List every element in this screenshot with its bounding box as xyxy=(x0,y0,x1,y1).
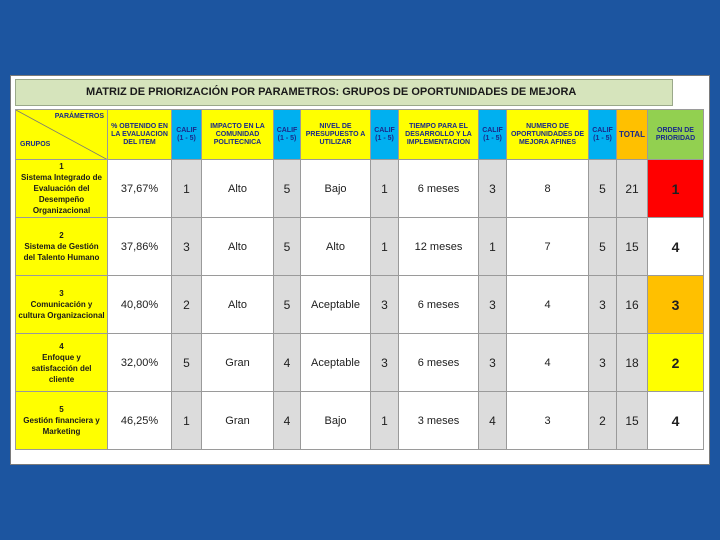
calif-cell: 3 xyxy=(589,276,617,334)
tiempo-cell: 6 meses xyxy=(399,160,479,218)
pct-header: % OBTENIDO EN LA EVALUACION DEL ITEM xyxy=(108,110,172,160)
group-cell: 1 Sistema Integrado de Evaluación del Desempeño Organizacional xyxy=(16,160,108,218)
tiempo-cell: 6 meses xyxy=(399,276,479,334)
matrix-title: MATRIZ DE PRIORIZACIÓN POR PARAMETROS: GRUPOS DE OPORTUNIDADES DE MEJORA xyxy=(15,79,673,106)
tiempo-cell: 12 meses xyxy=(399,218,479,276)
impacto-cell: Alto xyxy=(202,160,274,218)
presupuesto-header: NIVEL DE PRESUPUESTO A UTILIZAR xyxy=(301,110,371,160)
total-header: TOTAL xyxy=(617,110,648,160)
calif-header-2: CALIF (1 - 5) xyxy=(274,110,301,160)
priority-matrix-slide xyxy=(10,75,710,465)
calif-cell: 5 xyxy=(172,334,202,392)
calif-cell: 3 xyxy=(371,276,399,334)
table-row xyxy=(16,392,704,450)
impacto-cell: Alto xyxy=(202,276,274,334)
presupuesto-cell: Bajo xyxy=(301,160,371,218)
pct-cell: 40,80% xyxy=(108,276,172,334)
calif-cell: 3 xyxy=(589,334,617,392)
impacto-header: IMPACTO EN LA COMUNIDAD POLITECNICA xyxy=(202,110,274,160)
presupuesto-cell: Alto xyxy=(301,218,371,276)
orden-cell: 4 xyxy=(648,392,704,450)
calif-cell: 1 xyxy=(172,160,202,218)
calif-header-1: CALIF (1 - 5) xyxy=(172,110,202,160)
total-cell: 18 xyxy=(617,334,648,392)
oportunidades-cell: 3 xyxy=(507,392,589,450)
pct-cell: 32,00% xyxy=(108,334,172,392)
pct-cell: 46,25% xyxy=(108,392,172,450)
orden-header: ORDEN DE PRIORIDAD xyxy=(648,110,704,160)
calif-header-5: CALIF (1 - 5) xyxy=(589,110,617,160)
header-row xyxy=(16,110,704,160)
total-cell: 15 xyxy=(617,392,648,450)
impacto-cell: Gran xyxy=(202,334,274,392)
orden-cell: 2 xyxy=(648,334,704,392)
calif-cell: 1 xyxy=(371,392,399,450)
oportunidades-cell: 7 xyxy=(507,218,589,276)
table-row xyxy=(16,160,704,218)
oportunidades-header: NUMERO DE OPORTUNIDADES DE MEJORA AFINES xyxy=(507,110,589,160)
tiempo-cell: 3 meses xyxy=(399,392,479,450)
calif-cell: 5 xyxy=(274,218,301,276)
table-row xyxy=(16,334,704,392)
calif-cell: 2 xyxy=(172,276,202,334)
impacto-cell: Gran xyxy=(202,392,274,450)
presupuesto-cell: Bajo xyxy=(301,392,371,450)
group-cell: 2 Sistema de Gestión del Talento Humano xyxy=(16,218,108,276)
calif-cell: 5 xyxy=(589,218,617,276)
calif-cell: 3 xyxy=(172,218,202,276)
orden-cell: 3 xyxy=(648,276,704,334)
group-cell: 5 Gestión financiera y Marketing xyxy=(16,392,108,450)
grupos-label: GRUPOS xyxy=(20,141,51,148)
calif-header-4: CALIF (1 - 5) xyxy=(479,110,507,160)
tiempo-header: TIEMPO PARA EL DESARROLLO Y LA IMPLEMENTACION xyxy=(399,110,479,160)
total-cell: 15 xyxy=(617,218,648,276)
table-row xyxy=(16,276,704,334)
tiempo-cell: 6 meses xyxy=(399,334,479,392)
total-cell: 21 xyxy=(617,160,648,218)
calif-cell: 3 xyxy=(371,334,399,392)
presupuesto-cell: Aceptable xyxy=(301,276,371,334)
parametros-label: PARÁMETROS xyxy=(54,113,104,120)
calif-cell: 2 xyxy=(589,392,617,450)
calif-cell: 1 xyxy=(172,392,202,450)
calif-cell: 4 xyxy=(274,334,301,392)
calif-cell: 3 xyxy=(479,276,507,334)
oportunidades-cell: 4 xyxy=(507,276,589,334)
oportunidades-cell: 8 xyxy=(507,160,589,218)
total-cell: 16 xyxy=(617,276,648,334)
pct-cell: 37,67% xyxy=(108,160,172,218)
group-cell: 3 Comunicación y cultura Organizacional xyxy=(16,276,108,334)
calif-cell: 3 xyxy=(479,334,507,392)
impacto-cell: Alto xyxy=(202,218,274,276)
priority-matrix-table xyxy=(15,109,704,450)
calif-cell: 4 xyxy=(479,392,507,450)
calif-cell: 3 xyxy=(479,160,507,218)
group-cell: 4 Enfoque y satisfacción del cliente xyxy=(16,334,108,392)
calif-cell: 5 xyxy=(589,160,617,218)
table-row xyxy=(16,218,704,276)
calif-cell: 1 xyxy=(371,218,399,276)
calif-cell: 4 xyxy=(274,392,301,450)
orden-cell: 1 xyxy=(648,160,704,218)
corner-header xyxy=(16,110,108,160)
calif-cell: 1 xyxy=(479,218,507,276)
calif-cell: 1 xyxy=(371,160,399,218)
pct-cell: 37,86% xyxy=(108,218,172,276)
calif-cell: 5 xyxy=(274,160,301,218)
oportunidades-cell: 4 xyxy=(507,334,589,392)
calif-header-3: CALIF (1 - 5) xyxy=(371,110,399,160)
orden-cell: 4 xyxy=(648,218,704,276)
presupuesto-cell: Aceptable xyxy=(301,334,371,392)
calif-cell: 5 xyxy=(274,276,301,334)
